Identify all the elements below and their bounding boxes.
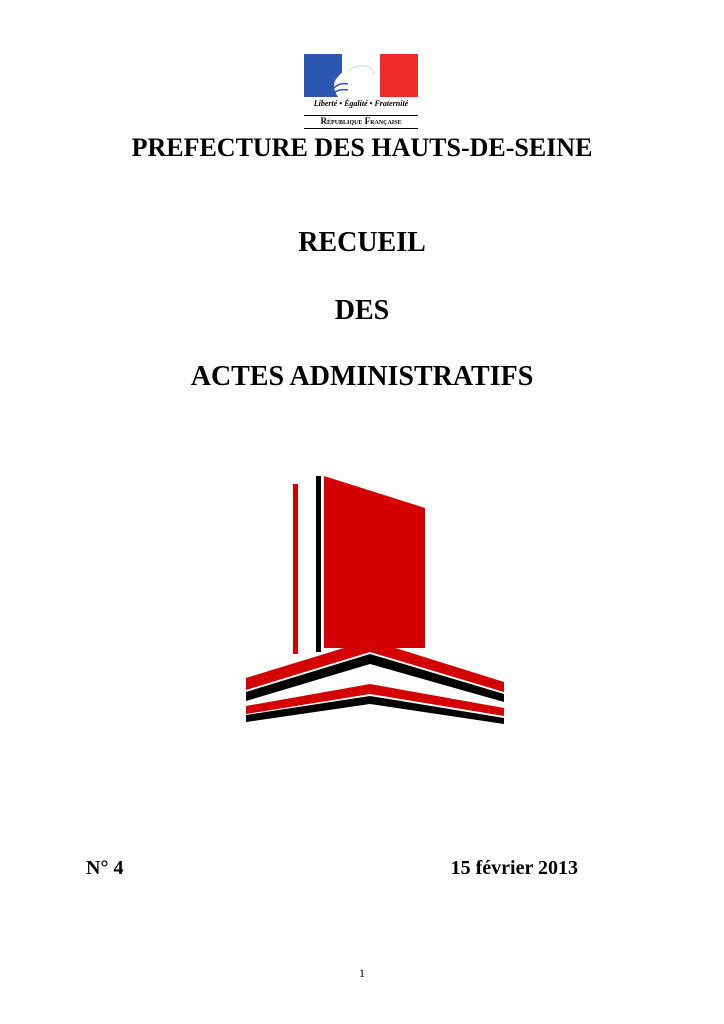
republic-name: République Française: [304, 115, 418, 129]
document-title-line-1: RECUEIL: [298, 227, 426, 258]
page-number: 1: [359, 966, 365, 980]
building-logo-icon: [240, 472, 508, 724]
republic-motto: Liberté • Égalité • Fraternité: [313, 99, 409, 108]
document-title-line-2: DES: [334, 295, 390, 326]
marianne-logo-icon: [304, 54, 418, 130]
tricolor-flag-icon: [304, 54, 418, 97]
issue-date: 15 février 2013: [450, 857, 578, 879]
prefecture-title: PREFECTURE DES HAUTS-DE-SEINE: [131, 133, 593, 162]
logo-black-column: [316, 476, 321, 652]
issue-number: N° 4: [86, 857, 124, 879]
document-title-line-3: ACTES ADMINISTRATIFS: [190, 361, 534, 392]
logo-red-tower: [324, 476, 425, 648]
logo-thin-column: [293, 484, 298, 654]
